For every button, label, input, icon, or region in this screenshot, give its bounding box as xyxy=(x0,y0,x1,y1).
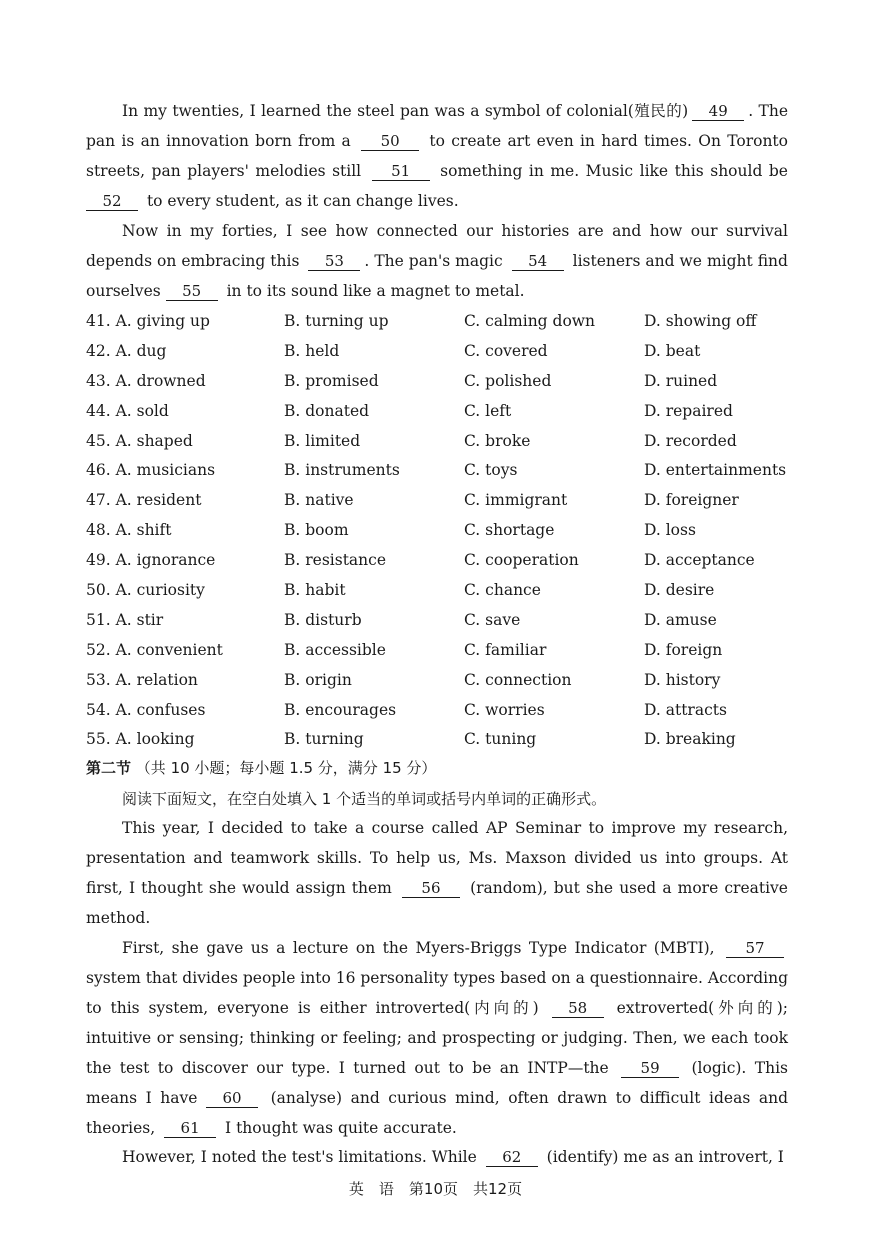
option-b: B. habit xyxy=(284,581,346,600)
text: (identify) me as an introvert, I xyxy=(546,1148,784,1166)
blank-52[interactable]: 52 xyxy=(86,192,138,211)
option-c: C. connection xyxy=(464,670,572,689)
option-b: B. boom xyxy=(284,521,349,540)
option-b: B. native xyxy=(284,491,354,510)
option-d: D. recorded xyxy=(644,431,737,450)
option-b: B. accessible xyxy=(284,640,386,659)
option-d: D. history xyxy=(644,670,721,689)
blank-53[interactable]: 53 xyxy=(308,252,360,271)
blank-58[interactable]: 58 xyxy=(552,999,604,1018)
text: extroverted(外向的); intuitive or sensing; thinking or feeling; and prospecting or judging. Then, we each took the test to discover our type. I turned out to be an INTP—the xyxy=(86,999,788,1077)
option-c: C. cooperation xyxy=(464,551,579,570)
section2-title: 第二节 xyxy=(86,759,132,777)
option-d: D. foreign xyxy=(644,640,723,659)
passage2-paragraph2 xyxy=(86,933,788,1143)
option-c: C. calming down xyxy=(464,312,596,330)
option-a: 53. A. relation xyxy=(86,670,198,689)
option-row-42 xyxy=(86,336,796,366)
option-a: 41. A. giving up xyxy=(86,312,210,330)
option-c: C. shortage xyxy=(464,521,555,540)
passage2-paragraph3 xyxy=(86,1142,788,1172)
option-c: C. immigrant xyxy=(464,491,568,510)
blank-55[interactable]: 55 xyxy=(166,282,218,301)
option-row-51 xyxy=(86,605,796,635)
text: Now in my forties, I see how connected our histories are and how our survival depends on embracing this xyxy=(86,222,788,270)
option-row-53 xyxy=(86,665,796,695)
option-c: C. toys xyxy=(464,461,518,480)
option-a: 48. A. shift xyxy=(86,521,172,540)
text: listeners and we might find ourselves xyxy=(86,252,788,300)
section2-note: （共 10 小题；每小题 1.5 分，满分 15 分） xyxy=(135,759,437,777)
option-b: B. turning xyxy=(284,730,364,749)
option-a: 55. A. looking xyxy=(86,730,195,749)
option-a: 45. A. shaped xyxy=(86,431,193,450)
option-d: D. beat xyxy=(644,341,701,360)
option-c: C. familiar xyxy=(464,640,547,659)
option-a: 54. A. confuses xyxy=(86,700,206,719)
option-c: C. worries xyxy=(464,700,545,719)
blank-59[interactable]: 59 xyxy=(621,1059,679,1078)
option-a: 52. A. convenient xyxy=(86,640,223,659)
option-c: C. broke xyxy=(464,431,531,450)
option-a: 46. A. musicians xyxy=(86,461,216,480)
text: to create art even in hard times. On Toronto streets, pan players' melodies still xyxy=(86,132,788,180)
option-b: B. turning up xyxy=(284,312,389,330)
blank-61[interactable]: 61 xyxy=(164,1119,216,1138)
option-c: C. save xyxy=(464,610,521,629)
text: I thought was quite accurate. xyxy=(225,1119,457,1137)
text: system that divides people into 16 personality types based on a questionnaire. According to this system, everyone is either introverted(内向的) xyxy=(86,969,788,1017)
option-d: D. repaired xyxy=(644,401,733,420)
option-a: 44. A. sold xyxy=(86,401,169,420)
option-c: C. polished xyxy=(464,371,552,390)
option-b: B. donated xyxy=(284,401,370,420)
option-d: D. acceptance xyxy=(644,551,755,570)
option-d: D. showing off xyxy=(644,312,757,330)
blank-54[interactable]: 54 xyxy=(512,252,564,271)
option-row-47 xyxy=(86,485,796,515)
option-b: B. instruments xyxy=(284,461,400,480)
option-row-45 xyxy=(86,426,796,456)
option-row-41 xyxy=(86,306,796,336)
option-d: D. breaking xyxy=(644,730,736,749)
option-d: D. ruined xyxy=(644,371,718,390)
text: However, I noted the test's limitations. While xyxy=(122,1148,477,1166)
blank-49[interactable]: 49 xyxy=(692,102,744,121)
blank-60[interactable]: 60 xyxy=(206,1089,258,1108)
blank-51[interactable]: 51 xyxy=(372,162,430,181)
option-row-48 xyxy=(86,515,796,545)
option-a: 47. A. resident xyxy=(86,491,202,510)
text: to every student, as it can change lives. xyxy=(146,192,459,210)
option-d: D. desire xyxy=(644,581,715,600)
passage2-paragraph1 xyxy=(86,813,788,933)
blank-62[interactable]: 62 xyxy=(486,1148,538,1167)
option-row-55 xyxy=(86,724,796,754)
option-b: B. encourages xyxy=(284,700,397,719)
option-row-46 xyxy=(86,455,796,485)
text: (logic). This means I have xyxy=(86,1059,788,1107)
text: In my twenties, I learned the steel pan was a symbol of colonial(殖民的) xyxy=(122,102,689,120)
option-row-54 xyxy=(86,695,796,725)
section2-heading xyxy=(86,753,436,783)
option-a: 42. A. dug xyxy=(86,341,167,360)
passage1-paragraph2 xyxy=(86,216,788,306)
blank-50[interactable]: 50 xyxy=(361,132,419,151)
blank-57[interactable]: 57 xyxy=(726,939,784,958)
option-b: B. held xyxy=(284,341,340,360)
option-c: C. chance xyxy=(464,581,541,600)
option-d: D. attracts xyxy=(644,700,727,719)
option-b: B. disturb xyxy=(284,610,362,629)
text: (analyse) and curious mind, often drawn to difficult ideas and theories, xyxy=(86,1089,788,1137)
option-a: 43. A. drowned xyxy=(86,371,206,390)
passage1-paragraph1 xyxy=(86,96,788,216)
text: . The pan's magic xyxy=(364,252,503,270)
option-b: B. resistance xyxy=(284,551,386,570)
answer-options xyxy=(86,306,796,754)
option-row-50 xyxy=(86,575,796,605)
text: in to its sound like a magnet to metal. xyxy=(226,282,525,300)
page-footer: 英 语 第10页 共12页 xyxy=(348,1180,523,1198)
text: something in me. Music like this should be xyxy=(440,162,788,180)
text: This year, I decided to take a course called AP Seminar to improve my research, presentation and teamwork skills. To help us, Ms. Maxson divided us into groups. At first, I thought she would assign them xyxy=(86,819,788,897)
option-b: B. limited xyxy=(284,431,361,450)
text: . The pan is an innovation born from a xyxy=(86,102,789,150)
option-row-44 xyxy=(86,396,796,426)
option-row-49 xyxy=(86,545,796,575)
option-b: B. origin xyxy=(284,670,352,689)
option-c: C. tuning xyxy=(464,730,537,749)
option-a: 49. A. ignorance xyxy=(86,551,216,570)
section2-instruction: 阅读下面短文，在空白处填入 1 个适当的单词或括号内单词的正确形式。 xyxy=(122,790,607,808)
option-b: B. promised xyxy=(284,371,379,390)
option-d: D. loss xyxy=(644,521,696,540)
option-row-43 xyxy=(86,366,796,396)
text: (random), but she used a more creative method. xyxy=(86,879,788,927)
option-a: 50. A. curiosity xyxy=(86,581,205,600)
blank-56[interactable]: 56 xyxy=(402,879,460,898)
option-c: C. covered xyxy=(464,341,548,360)
text: First, she gave us a lecture on the Myers-Briggs Type Indicator (MBTI), xyxy=(122,939,715,957)
option-row-52 xyxy=(86,635,796,665)
option-c: C. left xyxy=(464,401,512,420)
option-d: D. foreigner xyxy=(644,491,739,510)
option-d: D. entertainments xyxy=(644,461,787,480)
option-a: 51. A. stir xyxy=(86,610,164,629)
option-d: D. amuse xyxy=(644,610,717,629)
